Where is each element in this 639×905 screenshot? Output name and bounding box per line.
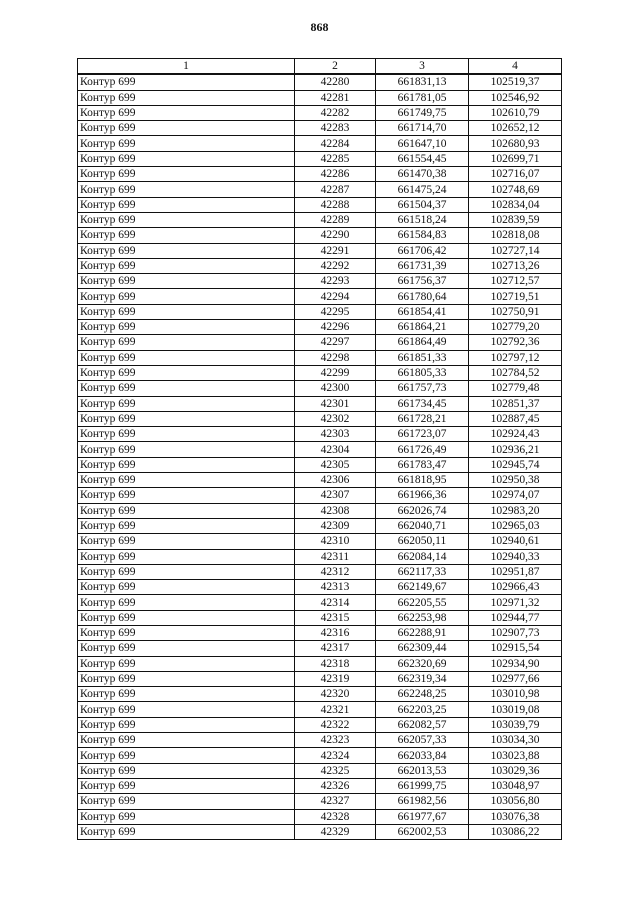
x-coordinate-cell: 662253,98 [376, 610, 469, 625]
x-coordinate-cell: 661749,75 [376, 105, 469, 120]
y-coordinate-cell: 102936,21 [469, 442, 562, 457]
y-coordinate-cell: 102748,69 [469, 182, 562, 197]
table-row [78, 350, 562, 365]
contour-name-cell: Контур 699 [78, 457, 295, 472]
table-row [78, 258, 562, 273]
point-number-cell: 42316 [295, 625, 376, 640]
point-number-cell: 42291 [295, 243, 376, 258]
table-row [78, 748, 562, 763]
point-number-cell: 42283 [295, 121, 376, 136]
table-row [78, 824, 562, 839]
contour-name-cell: Контур 699 [78, 564, 295, 579]
point-number-cell: 42294 [295, 289, 376, 304]
contour-name-cell: Контур 699 [78, 549, 295, 564]
contour-name-cell: Контур 699 [78, 503, 295, 518]
table-row [78, 763, 562, 778]
point-number-cell: 42295 [295, 304, 376, 319]
point-number-cell: 42287 [295, 182, 376, 197]
point-number-cell: 42326 [295, 778, 376, 793]
y-coordinate-cell: 103048,97 [469, 778, 562, 793]
contour-name-cell: Контур 699 [78, 702, 295, 717]
y-coordinate-cell: 102839,59 [469, 212, 562, 227]
point-number-cell: 42289 [295, 212, 376, 227]
y-coordinate-cell: 102944,77 [469, 610, 562, 625]
x-coordinate-cell: 661864,21 [376, 320, 469, 335]
contour-name-cell: Контур 699 [78, 274, 295, 289]
x-coordinate-cell: 661731,39 [376, 258, 469, 273]
x-coordinate-cell: 662117,33 [376, 564, 469, 579]
point-number-cell: 42284 [295, 136, 376, 151]
contour-name-cell: Контур 699 [78, 167, 295, 182]
point-number-cell: 42322 [295, 717, 376, 732]
x-coordinate-cell: 661999,75 [376, 778, 469, 793]
table-row [78, 243, 562, 258]
table-row [78, 228, 562, 243]
table-row [78, 610, 562, 625]
contour-name-cell: Контур 699 [78, 411, 295, 426]
contour-name-cell: Контур 699 [78, 90, 295, 105]
x-coordinate-cell: 662320,69 [376, 656, 469, 671]
y-coordinate-cell: 103023,88 [469, 748, 562, 763]
page-number: 868 [310, 20, 329, 34]
x-coordinate-cell: 661780,64 [376, 289, 469, 304]
x-coordinate-cell: 662057,33 [376, 733, 469, 748]
table-row [78, 794, 562, 809]
y-coordinate-cell: 102610,79 [469, 105, 562, 120]
y-coordinate-cell: 103034,30 [469, 733, 562, 748]
y-coordinate-cell: 102983,20 [469, 503, 562, 518]
x-coordinate-cell: 662026,74 [376, 503, 469, 518]
table-row [78, 197, 562, 212]
x-coordinate-cell: 661475,24 [376, 182, 469, 197]
table-row [78, 595, 562, 610]
contour-name-cell: Контур 699 [78, 824, 295, 839]
table-row [78, 656, 562, 671]
y-coordinate-cell: 102750,91 [469, 304, 562, 319]
table-row [78, 121, 562, 136]
y-coordinate-cell: 102907,73 [469, 625, 562, 640]
point-number-cell: 42329 [295, 824, 376, 839]
y-coordinate-cell: 102965,03 [469, 518, 562, 533]
contour-name-cell: Контур 699 [78, 350, 295, 365]
x-coordinate-cell: 661966,36 [376, 488, 469, 503]
point-number-cell: 42304 [295, 442, 376, 457]
contour-name-cell: Контур 699 [78, 610, 295, 625]
x-coordinate-cell: 662149,67 [376, 580, 469, 595]
point-number-cell: 42317 [295, 641, 376, 656]
x-coordinate-cell: 661554,45 [376, 151, 469, 166]
point-number-cell: 42286 [295, 167, 376, 182]
y-coordinate-cell: 102779,20 [469, 320, 562, 335]
point-number-cell: 42310 [295, 534, 376, 549]
contour-name-cell: Контур 699 [78, 74, 295, 90]
y-coordinate-cell: 102779,48 [469, 381, 562, 396]
table-row [78, 90, 562, 105]
x-coordinate-cell: 662205,55 [376, 595, 469, 610]
table-row [78, 167, 562, 182]
point-number-cell: 42311 [295, 549, 376, 564]
point-number-cell: 42282 [295, 105, 376, 120]
contour-name-cell: Контур 699 [78, 182, 295, 197]
table-row [78, 580, 562, 595]
point-number-cell: 42307 [295, 488, 376, 503]
x-coordinate-cell: 662050,11 [376, 534, 469, 549]
table-header-row [78, 59, 562, 75]
contour-name-cell: Контур 699 [78, 687, 295, 702]
point-number-cell: 42296 [295, 320, 376, 335]
contour-name-cell: Контур 699 [78, 488, 295, 503]
y-coordinate-cell: 102546,92 [469, 90, 562, 105]
y-coordinate-cell: 102950,38 [469, 473, 562, 488]
y-coordinate-cell: 102727,14 [469, 243, 562, 258]
y-coordinate-cell: 102699,71 [469, 151, 562, 166]
contour-name-cell: Контур 699 [78, 717, 295, 732]
y-coordinate-cell: 102977,66 [469, 671, 562, 686]
point-number-cell: 42324 [295, 748, 376, 763]
column-header-2: 2 [295, 59, 376, 75]
point-number-cell: 42323 [295, 733, 376, 748]
table-row [78, 365, 562, 380]
y-coordinate-cell: 102924,43 [469, 427, 562, 442]
table-row [78, 105, 562, 120]
y-coordinate-cell: 102887,45 [469, 411, 562, 426]
contour-name-cell: Контур 699 [78, 809, 295, 824]
y-coordinate-cell: 102719,51 [469, 289, 562, 304]
y-coordinate-cell: 102945,74 [469, 457, 562, 472]
x-coordinate-cell: 661647,10 [376, 136, 469, 151]
x-coordinate-cell: 661783,47 [376, 457, 469, 472]
table-row [78, 702, 562, 717]
point-number-cell: 42319 [295, 671, 376, 686]
contour-name-cell: Контур 699 [78, 580, 295, 595]
contour-name-cell: Контур 699 [78, 518, 295, 533]
y-coordinate-cell: 102934,90 [469, 656, 562, 671]
y-coordinate-cell: 102792,36 [469, 335, 562, 350]
table-row [78, 717, 562, 732]
y-coordinate-cell: 103086,22 [469, 824, 562, 839]
point-number-cell: 42293 [295, 274, 376, 289]
y-coordinate-cell: 102971,32 [469, 595, 562, 610]
table-row [78, 809, 562, 824]
x-coordinate-cell: 661818,95 [376, 473, 469, 488]
table-row [78, 182, 562, 197]
x-coordinate-cell: 662033,84 [376, 748, 469, 763]
contour-name-cell: Контур 699 [78, 212, 295, 227]
y-coordinate-cell: 103029,36 [469, 763, 562, 778]
table-row [78, 74, 562, 90]
x-coordinate-cell: 661518,24 [376, 212, 469, 227]
contour-name-cell: Контур 699 [78, 197, 295, 212]
x-coordinate-cell: 661734,45 [376, 396, 469, 411]
table-row [78, 442, 562, 457]
y-coordinate-cell: 102784,52 [469, 365, 562, 380]
point-number-cell: 42280 [295, 74, 376, 90]
point-number-cell: 42290 [295, 228, 376, 243]
contour-name-cell: Контур 699 [78, 365, 295, 380]
y-coordinate-cell: 103010,98 [469, 687, 562, 702]
x-coordinate-cell: 661757,73 [376, 381, 469, 396]
x-coordinate-cell: 661977,67 [376, 809, 469, 824]
x-coordinate-cell: 662248,25 [376, 687, 469, 702]
y-coordinate-cell: 102834,04 [469, 197, 562, 212]
point-number-cell: 42285 [295, 151, 376, 166]
contour-name-cell: Контур 699 [78, 243, 295, 258]
point-number-cell: 42301 [295, 396, 376, 411]
y-coordinate-cell: 102951,87 [469, 564, 562, 579]
table-row [78, 534, 562, 549]
x-coordinate-cell: 662203,25 [376, 702, 469, 717]
y-coordinate-cell: 102716,07 [469, 167, 562, 182]
x-coordinate-cell: 661851,33 [376, 350, 469, 365]
point-number-cell: 42300 [295, 381, 376, 396]
table-row [78, 473, 562, 488]
point-number-cell: 42288 [295, 197, 376, 212]
table-row [78, 136, 562, 151]
table-row [78, 625, 562, 640]
point-number-cell: 42318 [295, 656, 376, 671]
contour-name-cell: Контур 699 [78, 136, 295, 151]
table-row [78, 381, 562, 396]
point-number-cell: 42313 [295, 580, 376, 595]
y-coordinate-cell: 102915,54 [469, 641, 562, 656]
y-coordinate-cell: 102851,37 [469, 396, 562, 411]
y-coordinate-cell: 102940,33 [469, 549, 562, 564]
contour-name-cell: Контур 699 [78, 733, 295, 748]
x-coordinate-cell: 661805,33 [376, 365, 469, 380]
x-coordinate-cell: 662040,71 [376, 518, 469, 533]
contour-name-cell: Контур 699 [78, 595, 295, 610]
contour-name-cell: Контур 699 [78, 289, 295, 304]
column-header-3: 3 [376, 59, 469, 75]
x-coordinate-cell: 661756,37 [376, 274, 469, 289]
contour-name-cell: Контур 699 [78, 641, 295, 656]
table-row [78, 549, 562, 564]
contour-name-cell: Контур 699 [78, 748, 295, 763]
contour-name-cell: Контур 699 [78, 121, 295, 136]
contour-name-cell: Контур 699 [78, 794, 295, 809]
point-number-cell: 42303 [295, 427, 376, 442]
point-number-cell: 42308 [295, 503, 376, 518]
table-row [78, 641, 562, 656]
x-coordinate-cell: 662288,91 [376, 625, 469, 640]
point-number-cell: 42298 [295, 350, 376, 365]
point-number-cell: 42305 [295, 457, 376, 472]
y-coordinate-cell: 102966,43 [469, 580, 562, 595]
table-row [78, 320, 562, 335]
contour-name-cell: Контур 699 [78, 381, 295, 396]
x-coordinate-cell: 661706,42 [376, 243, 469, 258]
table-row [78, 671, 562, 686]
contour-name-cell: Контур 699 [78, 763, 295, 778]
x-coordinate-cell: 661982,56 [376, 794, 469, 809]
x-coordinate-cell: 661864,49 [376, 335, 469, 350]
x-coordinate-cell: 661723,07 [376, 427, 469, 442]
point-number-cell: 42292 [295, 258, 376, 273]
point-number-cell: 42302 [295, 411, 376, 426]
y-coordinate-cell: 102652,12 [469, 121, 562, 136]
contour-name-cell: Контур 699 [78, 625, 295, 640]
table-row [78, 733, 562, 748]
point-number-cell: 42312 [295, 564, 376, 579]
table-row [78, 457, 562, 472]
contour-name-cell: Контур 699 [78, 534, 295, 549]
table-row [78, 396, 562, 411]
point-number-cell: 42297 [295, 335, 376, 350]
table-row [78, 687, 562, 702]
y-coordinate-cell: 102940,61 [469, 534, 562, 549]
point-number-cell: 42299 [295, 365, 376, 380]
x-coordinate-cell: 662319,34 [376, 671, 469, 686]
table-row [78, 304, 562, 319]
table-row [78, 564, 562, 579]
table-row [78, 289, 562, 304]
contour-name-cell: Контур 699 [78, 473, 295, 488]
y-coordinate-cell: 103019,08 [469, 702, 562, 717]
contour-name-cell: Контур 699 [78, 778, 295, 793]
x-coordinate-cell: 662084,14 [376, 549, 469, 564]
table-row [78, 488, 562, 503]
point-number-cell: 42314 [295, 595, 376, 610]
x-coordinate-cell: 661714,70 [376, 121, 469, 136]
table-row [78, 274, 562, 289]
x-coordinate-cell: 661831,13 [376, 74, 469, 90]
x-coordinate-cell: 662082,57 [376, 717, 469, 732]
contour-name-cell: Контур 699 [78, 258, 295, 273]
x-coordinate-cell: 661504,37 [376, 197, 469, 212]
point-number-cell: 42309 [295, 518, 376, 533]
x-coordinate-cell: 661781,05 [376, 90, 469, 105]
table-row [78, 411, 562, 426]
table-row [78, 778, 562, 793]
y-coordinate-cell: 102680,93 [469, 136, 562, 151]
point-number-cell: 42320 [295, 687, 376, 702]
point-number-cell: 42315 [295, 610, 376, 625]
point-number-cell: 42327 [295, 794, 376, 809]
contour-name-cell: Контур 699 [78, 320, 295, 335]
table-row [78, 518, 562, 533]
contour-name-cell: Контур 699 [78, 151, 295, 166]
table-row [78, 212, 562, 227]
contour-name-cell: Контур 699 [78, 105, 295, 120]
column-header-4: 4 [469, 59, 562, 75]
contour-name-cell: Контур 699 [78, 396, 295, 411]
table-row [78, 151, 562, 166]
contour-name-cell: Контур 699 [78, 304, 295, 319]
table-body [78, 74, 562, 839]
x-coordinate-cell: 661470,38 [376, 167, 469, 182]
point-number-cell: 42325 [295, 763, 376, 778]
x-coordinate-cell: 661726,49 [376, 442, 469, 457]
coordinates-table [77, 58, 562, 840]
y-coordinate-cell: 103039,79 [469, 717, 562, 732]
x-coordinate-cell: 661854,41 [376, 304, 469, 319]
y-coordinate-cell: 102974,07 [469, 488, 562, 503]
contour-name-cell: Контур 699 [78, 335, 295, 350]
contour-name-cell: Контур 699 [78, 656, 295, 671]
table-row [78, 503, 562, 518]
column-header-1: 1 [78, 59, 295, 75]
x-coordinate-cell: 662013,53 [376, 763, 469, 778]
point-number-cell: 42328 [295, 809, 376, 824]
y-coordinate-cell: 102818,08 [469, 228, 562, 243]
x-coordinate-cell: 662309,44 [376, 641, 469, 656]
contour-name-cell: Контур 699 [78, 228, 295, 243]
table-row [78, 335, 562, 350]
x-coordinate-cell: 662002,53 [376, 824, 469, 839]
y-coordinate-cell: 102712,57 [469, 274, 562, 289]
x-coordinate-cell: 661728,21 [376, 411, 469, 426]
y-coordinate-cell: 103076,38 [469, 809, 562, 824]
y-coordinate-cell: 103056,80 [469, 794, 562, 809]
x-coordinate-cell: 661584,83 [376, 228, 469, 243]
point-number-cell: 42281 [295, 90, 376, 105]
contour-name-cell: Контур 699 [78, 442, 295, 457]
table-row [78, 427, 562, 442]
y-coordinate-cell: 102713,26 [469, 258, 562, 273]
y-coordinate-cell: 102797,12 [469, 350, 562, 365]
point-number-cell: 42321 [295, 702, 376, 717]
y-coordinate-cell: 102519,37 [469, 74, 562, 90]
contour-name-cell: Контур 699 [78, 671, 295, 686]
point-number-cell: 42306 [295, 473, 376, 488]
contour-name-cell: Контур 699 [78, 427, 295, 442]
